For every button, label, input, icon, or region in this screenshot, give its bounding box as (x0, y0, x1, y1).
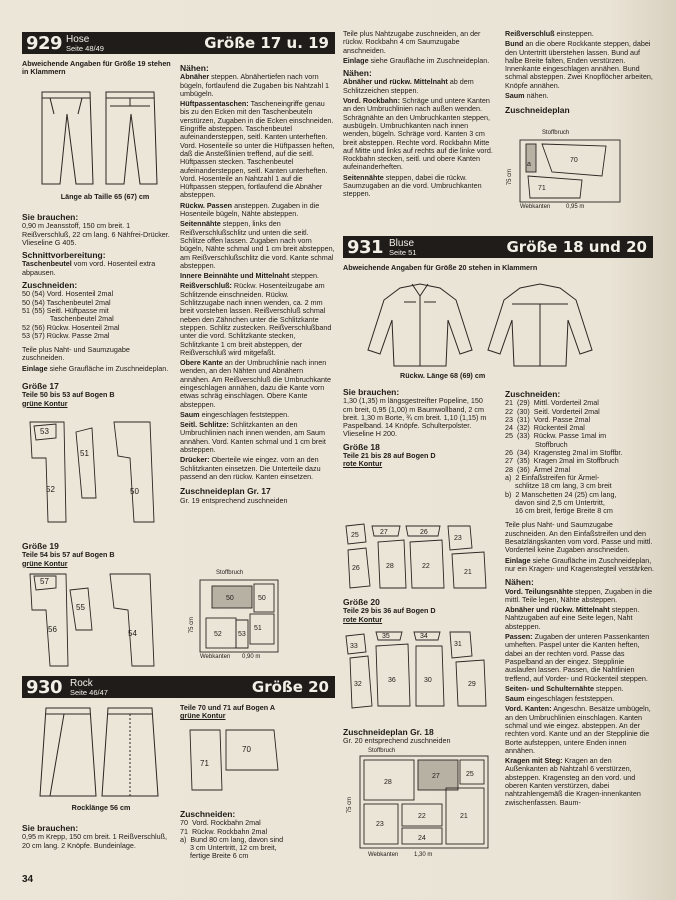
svg-text:71: 71 (538, 185, 546, 192)
length-note-wrap (30, 193, 180, 201)
column-930-cutting (180, 806, 335, 861)
length-note: Länge ab Taille 65 (67) cm (60, 192, 150, 201)
header-931 (343, 236, 653, 258)
list-item: 26 (34) Kragensteg 2mal im Stoffbr. (505, 448, 623, 458)
cutting-plan-note: Gr. 20 entsprechend zuschneiden (343, 736, 451, 746)
cutting-plan-note: Gr. 19 entsprechend zuschneiden (180, 495, 288, 505)
interfacing-text: Einlage siehe Graufläche im Zuschneideplan. (343, 55, 490, 65)
svg-text:52: 52 (46, 485, 55, 494)
svg-text:31: 31 (454, 641, 462, 648)
sewing-step: Seitl. Schlitze: Schlitzkanten an den Umbruchlinien nach innen wenden, am Saum annähen. Vord. Kanten schmal und 1 cm breit absteppen. (180, 420, 326, 455)
svg-text:34: 34 (420, 633, 428, 640)
svg-text:25: 25 (351, 532, 359, 539)
svg-text:26: 26 (420, 529, 428, 536)
sewing-step: Rückw. Passen ansteppen. Zugaben in die Hosenteile bügeln, Nähte absteppen. (180, 200, 320, 219)
cutting-heading: Zuschneiden: (505, 389, 561, 399)
selvage-label: Webkanten (368, 852, 399, 858)
cutting-heading: Zuschneiden: (180, 809, 236, 819)
svg-text:28: 28 (384, 779, 392, 786)
pattern-pieces-size18 (344, 522, 494, 592)
sewing-step: Seiten- und Schulternähte steppen. (505, 683, 624, 693)
blouse-size-note-wrap (343, 264, 653, 272)
svg-text:51: 51 (254, 625, 262, 632)
list-item: b) 2 Manschetten 24 (25) cm lang, (505, 489, 617, 499)
svg-text:53: 53 (40, 427, 49, 436)
sewing-step: Abnäher und rückw. Mittelnaht ab dem Schlitzzeichen steppen. (343, 77, 474, 95)
sewing-step: Vord. Teilungsnähte steppen, Zugaben in die mittl. Teile legen, Nähte absteppen. (505, 586, 653, 604)
svg-text:71: 71 (200, 759, 209, 768)
list-item: 27 (35) Kragen 2mal im Stoffbruch (505, 456, 619, 466)
size20-contour: rote Kontur (343, 614, 383, 624)
svg-text:29: 29 (468, 681, 476, 688)
interfacing-text: Einlage siehe Graufläche im Zuschneideplan, nur ein Kragen- und Kragenstegteil verstärken. (505, 555, 655, 573)
sewing-step: Bund an die obere Rockkante steppen, dabei den Untertritt überstehen lassen. Bund auf halbe Breite falten, Enden verstürzen. Innenkante eingeschlagen annähen. Bund schmal absteppen. Zwei Knopflöcher arbeiten, Knöpfe annähen. (505, 39, 653, 90)
list-item: 3 cm Untertritt, 12 cm breit, (180, 843, 277, 853)
svg-text:28: 28 (386, 563, 394, 570)
column-931-size20 (343, 594, 493, 624)
list-item: 51 (55) Seitl. Hüftpasse mit (22, 305, 109, 315)
size18-parts: Teile 21 bis 28 auf Bogen D (343, 451, 436, 461)
sewing-step: Abnäher steppen. Abnähertiefen nach vorn bügeln, fortlaufend die Zugaben bis Nahtzahl 1 umbügeln. (180, 72, 330, 98)
svg-text:56: 56 (48, 625, 57, 634)
cutting-plan-heading: Zuschneideplan Gr. 18 (343, 727, 434, 737)
svg-text:25: 25 (466, 771, 474, 778)
svg-text:30: 30 (424, 677, 432, 684)
pattern-name: Rock (70, 678, 93, 689)
width-label: 75 cm (189, 616, 196, 634)
svg-text:54: 54 (128, 629, 137, 638)
svg-text:a: a (527, 161, 531, 168)
sewing-step: Abnäher und rückw. Mittelnaht steppen. Nahtzugaben auf eine Seite legen, Naht absteppen. (505, 605, 640, 631)
pattern-size: Größe 20 (251, 678, 329, 696)
size17-contour: grüne Kontur (22, 398, 68, 408)
svg-text:50: 50 (130, 487, 139, 496)
header-930 (22, 676, 335, 698)
cutting-plan-931 (348, 748, 493, 863)
svg-text:51: 51 (80, 449, 89, 458)
pattern-number: 931 (347, 237, 384, 258)
sewing-step: Saum eingeschlagen feststeppen. (180, 409, 290, 419)
list-item: 53 (57) Rückw. Passe 2mal (22, 330, 110, 340)
cutting-plan-929 (188, 570, 333, 670)
sewing-step: Seitennähte steppen, dabei die rückw. Saumzugaben an die vord. Umbruchkanten steppen. (343, 172, 482, 199)
svg-text:70: 70 (570, 157, 578, 164)
list-item: 24 (32) Rückenteil 2mal (505, 423, 585, 433)
cutting-list (505, 399, 655, 515)
sewing-step: Kragen mit Steg: Kragen an den Außenkanten ab Nahtzahl 6 verstürzen, absteppen. Kragensteg an den vord. und oberen Kanten verstürzen, dabei nahtzahlengemäß die Kragen-innenkanten zwischenfassen. Baum- (505, 756, 641, 807)
sewing-step: Hüftpassentaschen: Tascheneingriffe genau bis zu den Ecken mit den Taschenbeuteln verstürzen, Zugaben in die Ecken einschneiden. Eingriffe absteppen. Taschenbeutel aufeinandersteppen, seitl. Kanten unterheften. Vord. Hosenteile so unter die Hüftpassen heften, daß die Ansteßlinien treffend, auf die seitl. Hüftpassen stecken. Taschenbeutel aufeinandersteppen, seitl. Kanten unterheften. Vord. Hosenteile an Nahtzahl 1 auf die Hüftpassen steppen, fortlaufend die Abnäher absteppen. (180, 99, 335, 200)
skirt-pattern-pieces (186, 726, 326, 796)
sewing-step: Saum nähen. (505, 91, 549, 101)
pattern-name: Bluse (389, 238, 415, 249)
svg-text:24: 24 (418, 835, 426, 842)
list-item: 28 (36) Ärmel 2mal (505, 464, 571, 474)
pattern-pieces-size20 (344, 628, 494, 710)
column-931-cutting (505, 386, 655, 809)
fabric-length-label: 0,95 m (566, 204, 585, 210)
column-930-materials (22, 820, 172, 852)
materials-text: 1,30 (1,35) m längsgestreifter Popeline, 150 cm breit, 0,95 (1,00) m Baumwollband, 2 cm breit. 1,30 m Borte, ¾ cm breit. 1,10 (1,15) m Paspelband. 14 Knöpfe. Schulterpolster. Vlieseline H 200. (343, 396, 487, 439)
sewing-step: Innere Beinnähte und Mittelnaht steppen. (180, 271, 319, 281)
page-number: 34 (22, 874, 34, 885)
parts-contour: grüne Kontur (180, 711, 226, 721)
list-item: schlitze 18 cm lang, 3 cm breit (505, 481, 612, 491)
list-item: a) 2 Einfaßstreifen für Ärmel- (505, 472, 600, 482)
prep-text: Taschenbeutel vom vord. Hosenteil extra abpausen. (22, 259, 156, 277)
skirt-sketch (36, 704, 166, 804)
svg-text:33: 33 (350, 643, 358, 650)
pattern-size: Größe 18 und 20 (506, 238, 647, 256)
svg-text:21: 21 (464, 569, 472, 576)
allowance-text: Teile plus Naht- und Saumzugabe zuschneiden. (22, 345, 130, 363)
pattern-number: 930 (26, 677, 63, 698)
list-item: 21 (29) Mittl. Vorderteil 2mal (505, 398, 599, 408)
sewing-step: Reißverschluß einsteppen. (505, 29, 594, 38)
cutting-list (22, 290, 174, 340)
list-item: 23 (31) Vord. Passe 2mal (505, 414, 591, 424)
cutting-plan-930 (508, 126, 648, 221)
materials-heading: Sie brauchen: (22, 212, 79, 222)
list-item: Taschenbeutel 2mal (22, 314, 114, 324)
svg-text:22: 22 (418, 813, 426, 820)
blouse-length-wrap (400, 372, 540, 380)
materials-text: 0,95 m Krepp, 150 cm breit. 1 Reißverschluß, 20 cm lang. 2 Knöpfe. Bundeinlage. (22, 832, 168, 850)
cutting-heading: Zuschneiden: (22, 280, 78, 291)
sewing-step: Vord. Kanten: Angeschn. Besätze umbügeln, an den Umbruchlinien einschlagen. Kanten schmal und wie eingez. absteppen. An der rechten vord. Kante und an der Stepplinie die Borte aufsteppen, untere Enden innen annähen. (505, 704, 651, 755)
list-item: davon sind 2,5 cm Untertritt, (505, 497, 605, 507)
size-note: Abweichende Angaben für Größe 20 stehen in Klammern (343, 263, 538, 272)
size19-parts: Teile 54 bis 57 auf Bogen B (22, 550, 115, 560)
pattern-page-ref: Seite 51 (389, 248, 417, 257)
fold-label: Stoffbruch (368, 748, 396, 754)
column-931-plan (343, 724, 493, 746)
svg-text:27: 27 (380, 529, 388, 536)
svg-text:70: 70 (242, 745, 251, 754)
skirt-length: Rocklänge 56 cm (71, 803, 131, 812)
sewing-step: Drücker: Oberteile wie eingez. vorn an den Schlitzkanten einsetzen. Die Unterteile dazu passend an den rückw. Kanten einsetzen. (180, 455, 321, 481)
sewing-step: Saum eingeschlagen feststeppen. (505, 694, 615, 704)
list-item: Stoffbruch (505, 439, 568, 449)
fold-label: Stoffbruch (542, 130, 570, 136)
pattern-page-ref: Seite 46/47 (70, 688, 108, 697)
size18-contour: rote Kontur (343, 459, 383, 469)
prep-heading: Schnittvorbereitung: (22, 250, 106, 261)
column-930-parts (180, 704, 335, 721)
sewing-step: Passen: Zugaben der unteren Passenkanten umheften. Paspel unter die Kanten heften, dabei an der rechten vord. Passe das Paspelband an der eingez. Stepplinie auslaufen lassen. Passen, die Nahtlinien treffend, auf Vorder- und Rückenteil steppen. (505, 632, 650, 683)
size17-heading: Größe 17 (22, 381, 59, 392)
blouse-length: Rückw. Länge 68 (69) cm (400, 371, 486, 380)
fabric-length-label: 1,30 m (414, 852, 433, 858)
pattern-size: Größe 17 u. 19 (204, 34, 329, 52)
cutting-plan-heading: Zuschneideplan Gr. 17 (180, 486, 271, 497)
svg-text:27: 27 (432, 773, 440, 780)
list-item: 52 (56) Rückw. Hosenteil 2mal (22, 322, 120, 332)
sewing-heading: Nähen: (180, 63, 209, 73)
list-item: 16 cm breit, fertige Breite 8 cm (505, 506, 613, 516)
fold-label: Stoffbruch (216, 570, 244, 576)
parts-sheet: Teile 70 und 71 auf Bogen A (180, 703, 276, 712)
trousers-sketch (30, 84, 170, 192)
header-929 (22, 32, 335, 54)
column-929-size19 (22, 538, 174, 568)
column-929-sewing (180, 60, 335, 505)
sewing-step: Reißverschluß: Rückw. Hosenteilzugabe am Schlitzende einschneiden. Rückw. Schlitzzugabe nach innen wenden, ca. 2 mm breit vorstehen lassen. Reißverschluß schmal neben den Zähnchen unter die Schlitzkante steppen. Schlitz zustecken. Reißverschlußband unter die vord. Schlitzkante stecken, Schlitzkante 1 cm breit absteppen, der Reißverschluß wird mitgefaßt. (180, 281, 332, 357)
column-931-materials (343, 384, 493, 469)
column-929-materials (22, 209, 174, 408)
size20-heading: Größe 20 (343, 597, 380, 607)
svg-text:23: 23 (376, 821, 384, 828)
sewing-step: Vord. Rockbahn: Schräge und untere Kanten an den Umbruchlinien nach außen wenden. Schrägnähte an den Umbruchkanten steppen, ausbügeln. Umbruchkanten nach innen wenden, bügeln. Schräge vord. Kanten 3 cm breit absteppen. Rechte vord. Rockbahn Mitte auf Mitte und links auf rechts auf die linke vord. Rockbahn stecken, seitl. und obere Kanten aufeinanderheften. (343, 96, 493, 172)
selvage-label: Webkanten (520, 204, 551, 210)
svg-text:23: 23 (454, 535, 462, 542)
sewing-step: Seitennähte steppen, links den Reißverschlußschlitz und unten die seitl. Schlitze offen lassen. Zugaben nach vorn bügeln, Nähte schmal und 1 cm breit absteppen, am Reißverschlußschlitz die vord. Kante schmal absteppen. (180, 219, 335, 270)
sewing-heading: Nähen: (505, 577, 534, 588)
svg-text:55: 55 (76, 603, 85, 612)
materials-text: 0,90 m Jeansstoff, 150 cm breit. 1 Reißverschluß, 22 cm lang. 6 Nähfrei-Drücker. Vlieseline G 405. (22, 221, 170, 247)
svg-text:26: 26 (352, 565, 360, 572)
list-item: 71 Rückw. Rockbahn 2mal (180, 826, 268, 836)
size17-parts: Teile 50 bis 53 auf Bogen B (22, 390, 115, 400)
blouse-sketch (360, 280, 620, 372)
column-929-left (22, 60, 174, 77)
sewing-heading: Nähen: (343, 68, 372, 79)
pattern-number: 929 (26, 33, 63, 54)
width-label: 75 cm (347, 796, 354, 814)
size18-heading: Größe 18 (343, 441, 380, 452)
svg-text:53: 53 (238, 631, 246, 638)
svg-text:36: 36 (388, 677, 396, 684)
materials-heading: Sie brauchen: (343, 387, 400, 397)
interfacing-text: Einlage siehe Graufläche im Zuschneideplan. (22, 363, 169, 373)
list-item: fertige Breite 6 cm (180, 851, 249, 861)
svg-text:32: 32 (354, 681, 362, 688)
pattern-pieces-size19 (26, 570, 166, 670)
selvage-label: Webkanten (200, 654, 231, 660)
list-item: 50 (54) Taschenbeutel 2mal (22, 297, 111, 307)
svg-text:35: 35 (382, 633, 390, 640)
cutting-plan-heading: Zuschneideplan (505, 105, 570, 116)
pattern-page-ref: Seite 48/49 (66, 44, 104, 53)
skirt-length-wrap (36, 804, 166, 812)
list-item: 70 Vord. Rockbahn 2mal (180, 818, 261, 828)
svg-text:57: 57 (40, 577, 49, 586)
column-930-sewing (343, 30, 493, 201)
svg-text:50: 50 (226, 595, 234, 602)
size20-parts: Teile 29 bis 36 auf Bogen D (343, 606, 436, 616)
size19-contour: grüne Kontur (22, 558, 68, 568)
list-item: a) Bund 80 cm lang, davon sind (180, 834, 284, 844)
size-note: Abweichende Angaben für Größe 19 stehen in Klammern (22, 59, 171, 77)
column-930-finish (505, 30, 653, 116)
fabric-length-label: 0,90 m (242, 654, 261, 660)
pattern-name: Hose (66, 34, 90, 45)
pattern-pieces-size17 (26, 418, 166, 530)
cutting-list (180, 819, 335, 860)
list-item: 25 (33) Rückw. Passe 1mal im (505, 431, 607, 441)
allowance-text: Teile plus Nahtzugabe zuschneiden, an der rückw. Rockbahn 4 cm Saumzugabe anschneiden. (343, 29, 481, 55)
width-label: 75 cm (507, 168, 514, 186)
svg-text:21: 21 (460, 813, 468, 820)
sewing-step: Obere Kante an der Umbruchlinie nach innen wenden, an den Nähten und Abnähern annähen. Am Reißverschluß die Umbruchkante eingeschlagen annähen, dazu die Kante vorn etwas schräg einschlagen. Obere Kante absteppen. (180, 358, 332, 409)
materials-heading: Sie brauchen: (22, 823, 79, 833)
allowance-text: Teile plus Naht- und Saumzugabe zuschneiden. An den Einfaßstreifen und den Besatzlängskanten vom vord. Passe und mittl. Vorderteil keine Zugaben anschneiden. (505, 520, 653, 555)
svg-text:22: 22 (422, 563, 430, 570)
size19-heading: Größe 19 (22, 541, 59, 551)
svg-text:50: 50 (258, 595, 266, 602)
list-item: 50 (54) Vord. Hosenteil 2mal (22, 289, 114, 299)
svg-text:52: 52 (214, 631, 222, 638)
list-item: 22 (30) Seitl. Vorderteil 2mal (505, 406, 600, 416)
